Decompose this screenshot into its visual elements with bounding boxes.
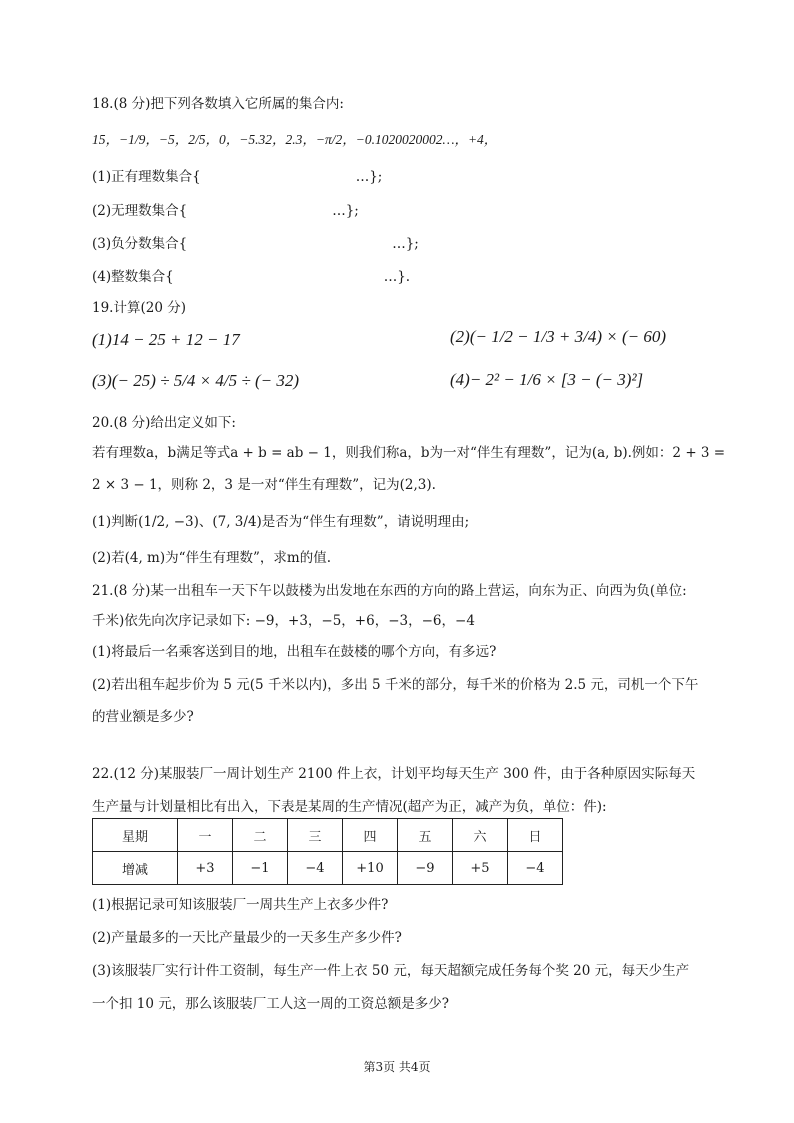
q19-item-2: (2)(− 1/2 − 1/3 + 3/4) × (− 60) xyxy=(450,327,666,346)
table-cell: −4 xyxy=(288,852,343,885)
q20-part-1: (1)判断(1/2, −3)、(7, 3/4)是否为“伴生有理数”，请说明理由; xyxy=(92,514,470,530)
table-cell: 六 xyxy=(453,819,508,852)
q20-title: 20.(8 分)给出定义如下: xyxy=(92,415,236,431)
q20-definition-1: 若有理数a，b满足等式a + b = ab − 1，则我们称a，b为一对“伴生有理数”，记为(a, b).例如：2 + 3 = xyxy=(92,445,726,461)
table-cell: 二 xyxy=(233,819,288,852)
table-cell: 四 xyxy=(343,819,398,852)
q21-part-2b: 的营业额是多少? xyxy=(92,709,194,725)
q21-title: 21.(8 分)某一出租车一天下午以鼓楼为出发地在东西的方向的路上营运，向东为正、向西为负(单位: xyxy=(92,583,687,599)
production-table xyxy=(92,818,563,885)
q21-part-1: (1)将最后一名乘客送到目的地，出租车在鼓楼的哪个方向，有多远? xyxy=(92,644,497,660)
table-cell: −4 xyxy=(508,852,563,885)
page-footer: 第3页 共4页 xyxy=(363,1060,431,1074)
q19-item-4: (4)− 2² − 1/6 × [3 − (− 3)²] xyxy=(450,370,644,389)
q22-part-1: (1)根据记录可知该服装厂一周共生产上衣多少件? xyxy=(92,897,389,913)
table-cell: +5 xyxy=(453,852,508,885)
table-cell: −9 xyxy=(398,852,453,885)
q22-part-2: (2)产量最多的一天比产量最少的一天多生产多少件? xyxy=(92,930,402,946)
q22-part-3b: 一个扣 10 元，那么该服装厂工人这一周的工资总额是多少? xyxy=(92,996,449,1012)
q19-title: 19.计算(20 分) xyxy=(92,300,186,316)
q18-set-1: (1)正有理数集合{ …}; xyxy=(92,169,383,185)
table-cell: 一 xyxy=(178,819,233,852)
q22-title: 22.(12 分)某服装厂一周计划生产 2100 件上衣，计划平均每天生产 300 件，由于各种原因实际每天 xyxy=(92,766,696,782)
table-cell: 星期 xyxy=(93,819,178,852)
table-cell: 三 xyxy=(288,819,343,852)
table-cell: 增减 xyxy=(93,852,178,885)
table-cell: +3 xyxy=(178,852,233,885)
q19-item-3: (3)(− 25) ÷ 5/4 × 4/5 ÷ (− 32) xyxy=(92,371,299,390)
q22-part-3a: (3)该服装厂实行计件工资制，每生产一件上衣 50 元，每天超额完成任务每个奖 20 元，每天少生产 xyxy=(92,963,690,979)
q18-set-3: (3)负分数集合{ …}; xyxy=(92,236,419,252)
table-header-row xyxy=(93,819,563,852)
q18-set-4: (4)整数集合{ …}. xyxy=(92,269,411,285)
q18-set-2: (2)无理数集合{ …}; xyxy=(92,203,359,219)
q22-intro: 生产量与计划量相比有出入，下表是某周的生产情况(超产为正，减产为负，单位：件): xyxy=(92,799,607,815)
q20-definition-2: 2 × 3 − 1，则称 2，3 是一对“伴生有理数”，记为(2,3). xyxy=(92,477,436,493)
table-row xyxy=(93,852,563,885)
q18-numbers: 15，−1/9，−5，2/5，0，−5.32，2.3，−π/2，−0.1020020002…，+4， xyxy=(92,132,498,147)
q18-title: 18.(8 分)把下列各数填入它所属的集合内: xyxy=(92,96,344,112)
table-cell: −1 xyxy=(233,852,288,885)
table-cell: 五 xyxy=(398,819,453,852)
q21-records: 千米)依先向次序记录如下: −9，+3，−5，+6，−3，−6，−4 xyxy=(92,613,475,629)
q19-item-1: (1)14 − 25 + 12 − 17 xyxy=(92,330,240,349)
q20-part-2: (2)若(4, m)为“伴生有理数”，求m的值. xyxy=(92,550,332,566)
table-cell: 日 xyxy=(508,819,563,852)
table-cell: +10 xyxy=(343,852,398,885)
q21-part-2a: (2)若出租车起步价为 5 元(5 千米以内)，多出 5 千米的部分，每千米的价格为 2.5 元，司机一个下午 xyxy=(92,677,699,693)
